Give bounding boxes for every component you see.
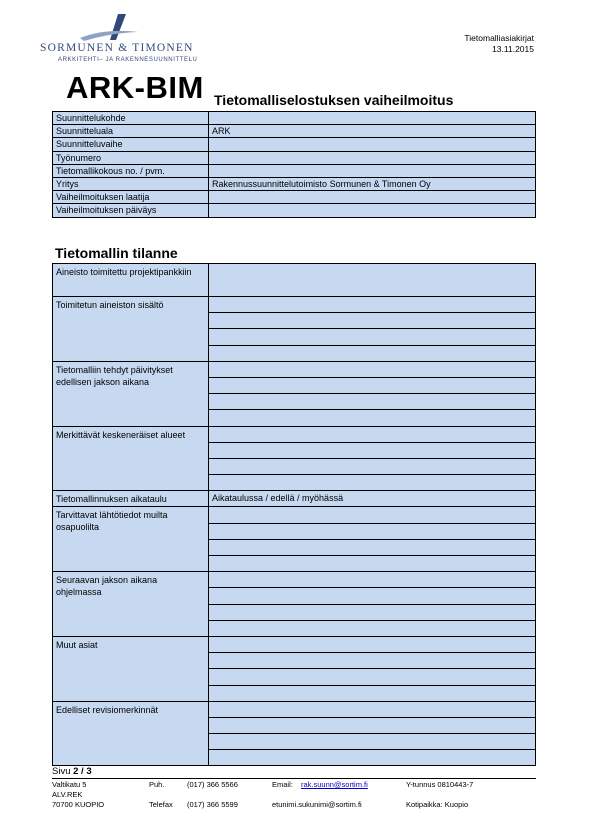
info-row-value[interactable] <box>209 191 536 204</box>
info-row-label: Vaiheilmoituksen laatija <box>53 191 209 204</box>
info-row-label: Suunnitteluala <box>53 125 209 138</box>
info-row-value[interactable]: Rakennussuunnittelutoimisto Sormunen & Timonen Oy <box>209 178 536 191</box>
footer-fax: (017) 366 5599 <box>187 800 238 809</box>
footer-email-label: Email: <box>272 780 293 789</box>
status-row <box>53 426 536 442</box>
info-row <box>53 125 536 138</box>
status-row-label: Toimitetun aineiston sisältö <box>53 297 209 362</box>
footer-email-pattern: etunimi.sukunimi@sortim.fi <box>272 800 362 809</box>
info-row-value[interactable] <box>209 138 536 151</box>
status-row-value[interactable] <box>209 475 536 491</box>
status-row-value[interactable] <box>209 669 536 685</box>
status-row-value[interactable]: Aikataulussa / edellä / myöhässä <box>209 491 536 507</box>
status-row-label: Merkittävät keskeneräiset alueet <box>53 426 209 491</box>
status-row-label: Tietomallinnuksen aikataulu <box>53 491 209 507</box>
status-row-label: Seuraavan jakson aikana ohjelmassa <box>53 572 209 637</box>
info-row-label: Tietomallikokous no. / pvm. <box>53 164 209 177</box>
status-row-value[interactable] <box>209 264 536 297</box>
status-row-label: Muut asiat <box>53 636 209 701</box>
info-row <box>53 151 536 164</box>
footer-phone: (017) 366 5566 <box>187 780 238 789</box>
info-row-value[interactable] <box>209 112 536 125</box>
status-row-value[interactable] <box>209 556 536 572</box>
info-row-label: Työnumero <box>53 151 209 164</box>
status-row-value[interactable] <box>209 297 536 313</box>
status-row-value[interactable] <box>209 734 536 750</box>
status-row-value[interactable] <box>209 636 536 652</box>
status-row-value[interactable] <box>209 539 536 555</box>
status-row-value[interactable] <box>209 313 536 329</box>
status-row-value[interactable] <box>209 361 536 377</box>
footer-divider <box>52 778 536 779</box>
status-row-label: Aineisto toimitettu projektipankkiin <box>53 264 209 297</box>
info-row-value[interactable] <box>209 204 536 217</box>
info-row-value[interactable] <box>209 151 536 164</box>
status-row <box>53 701 536 717</box>
info-row <box>53 178 536 191</box>
page-number: Sivu 2 / 3 <box>52 766 92 777</box>
logo-mark-icon <box>80 14 140 42</box>
status-row-value[interactable] <box>209 717 536 733</box>
status-row-value[interactable] <box>209 750 536 766</box>
info-row <box>53 204 536 217</box>
info-row-label: Yritys <box>53 178 209 191</box>
status-row-value[interactable] <box>209 507 536 523</box>
section-title: Tietomallin tilanne <box>55 245 178 261</box>
footer-business-id: Y-tunnus 0810443-7 <box>406 780 474 789</box>
status-row-value[interactable] <box>209 458 536 474</box>
document-type: Tietomalliasiakirjat <box>464 33 534 43</box>
info-row <box>53 112 536 125</box>
info-row <box>53 138 536 151</box>
status-table <box>52 263 536 766</box>
status-row-value[interactable] <box>209 329 536 345</box>
status-row-value[interactable] <box>209 394 536 410</box>
status-row-value[interactable] <box>209 345 536 361</box>
document-date: 13.11.2015 <box>492 44 534 54</box>
footer-domicile: Kotipaikka: Kuopio <box>406 800 469 809</box>
status-row <box>53 491 536 507</box>
status-row <box>53 297 536 313</box>
page-title: ARK-BIM <box>66 70 204 105</box>
company-logo-subtitle: ARKKITEHTI– JA RAKENNESUUNNITTELU <box>58 57 198 63</box>
status-row <box>53 361 536 377</box>
status-row-value[interactable] <box>209 572 536 588</box>
info-row <box>53 191 536 204</box>
info-row-label: Suunnittelukohde <box>53 112 209 125</box>
info-table <box>52 111 536 218</box>
status-row-label: Tietomalliin tehdyt päivitykset edellisen jakson aikana <box>53 361 209 426</box>
status-row-value[interactable] <box>209 426 536 442</box>
status-row-label: Tarvittavat lähtötiedot muilta osapuolilta <box>53 507 209 572</box>
info-row-label: Vaiheilmoituksen päiväys <box>53 204 209 217</box>
page-subtitle: Tietomalliselostuksen vaiheilmoitus <box>214 92 454 108</box>
footer-fax-label: Telefax <box>149 800 173 809</box>
company-logo-name: SORMUNEN & TIMONEN <box>40 42 194 54</box>
status-row-value[interactable] <box>209 620 536 636</box>
status-row-value[interactable] <box>209 685 536 701</box>
info-row-value[interactable]: ARK <box>209 125 536 138</box>
status-row-value[interactable] <box>209 701 536 717</box>
status-row <box>53 264 536 297</box>
status-row <box>53 636 536 652</box>
status-row <box>53 572 536 588</box>
footer-address: Valtikatu 5 ALV.REK 70700 KUOPIO <box>52 780 105 809</box>
status-row-value[interactable] <box>209 410 536 426</box>
status-row-value[interactable] <box>209 377 536 393</box>
info-row <box>53 164 536 177</box>
status-row-value[interactable] <box>209 604 536 620</box>
status-row-label: Edelliset revisiomerkinnät <box>53 701 209 766</box>
status-row-value[interactable] <box>209 588 536 604</box>
info-row-label: Suunnitteluvaihe <box>53 138 209 151</box>
footer-email-link[interactable]: rak.suunn@sortim.fi <box>301 780 368 789</box>
status-row-value[interactable] <box>209 653 536 669</box>
info-row-value[interactable] <box>209 164 536 177</box>
status-row-value[interactable] <box>209 523 536 539</box>
status-row <box>53 507 536 523</box>
status-row-value[interactable] <box>209 442 536 458</box>
footer-phone-label: Puh. <box>149 780 165 789</box>
